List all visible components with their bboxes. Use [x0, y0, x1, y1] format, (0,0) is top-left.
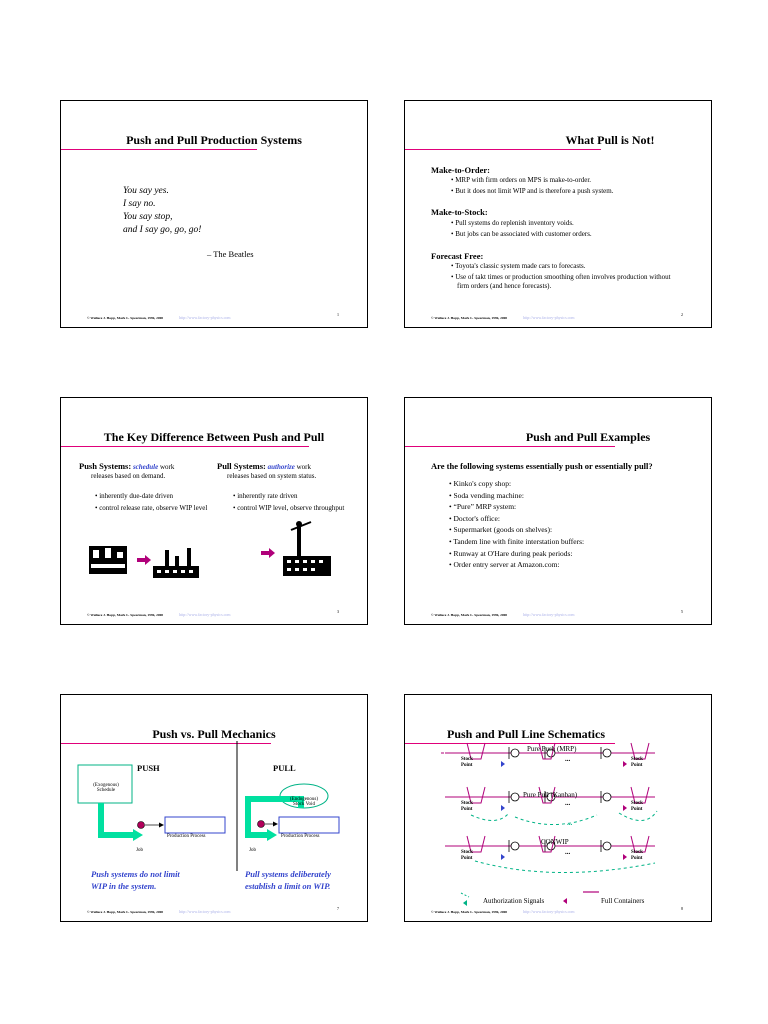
bullet: • control release rate, observe WIP level	[95, 504, 208, 512]
point-word: Point	[631, 807, 643, 812]
list-item: • Soda vending machine:	[449, 490, 524, 500]
machine-icon	[511, 793, 519, 801]
footer-copyright: © Wallace J. Hopp, Mark L. Spearman, 1996, 2000	[87, 910, 164, 914]
stock-point-label	[631, 757, 643, 769]
slide-title: The Key Difference Between Push and Pull	[103, 430, 325, 444]
job-token	[258, 821, 265, 828]
push-arrow-icon	[137, 555, 151, 565]
stock-word: Stock	[461, 757, 473, 762]
pull-process-box	[279, 817, 339, 833]
footer-copyright: © Wallace J. Hopp, Mark L. Spearman, 1996, 2000	[87, 613, 164, 617]
legend-arrow	[463, 900, 467, 906]
ellipsis: ...	[565, 799, 571, 807]
bullet: • But it does not limit WIP and is therefore a push system.	[451, 187, 614, 195]
list-item: • Runway at O'Hare during peak periods:	[449, 548, 573, 558]
section-bullets	[451, 176, 691, 196]
title-underline	[405, 149, 601, 150]
push-note	[91, 868, 180, 892]
machine-icon	[511, 749, 519, 757]
page-number: 2	[681, 312, 683, 317]
kanban-signal	[515, 815, 597, 825]
slide-4	[404, 397, 712, 625]
push-keyword: schedule	[132, 463, 159, 471]
process-label: Production Process	[167, 834, 206, 839]
slide-title: Push vs. Pull Mechanics	[152, 727, 276, 741]
bullet: • Use of takt times or production smoothing often involves production without firm orders (and hence forecasts).	[451, 273, 671, 290]
section-bullets	[451, 219, 691, 239]
kanban-signal	[471, 813, 509, 821]
page-number: 8	[681, 906, 683, 911]
push-tail: work	[159, 463, 175, 471]
bullet: • inherently due-date driven	[95, 492, 174, 500]
ellipsis: ...	[565, 848, 571, 856]
push-process-box	[165, 817, 225, 833]
pull-line2: releases based on system status.	[227, 472, 317, 480]
flow-marker	[501, 854, 505, 860]
stock-point-label	[631, 801, 643, 813]
pull-heading: Pull Systems:	[217, 461, 266, 471]
list-item: • Kinko's copy shop:	[449, 479, 512, 488]
footer-link[interactable]: http://www.factory-physics.com	[523, 315, 575, 320]
page-number: 3	[337, 609, 339, 614]
flow-marker	[623, 805, 627, 811]
machine-icon	[603, 793, 611, 801]
stock-void-label	[280, 797, 328, 807]
row-label: Pure Push (MRP)	[527, 745, 577, 753]
list-item: • “Pure” MRP system:	[449, 502, 517, 512]
example-list	[449, 478, 584, 571]
slide-6	[404, 694, 712, 922]
pull-arrow-icon	[261, 548, 275, 558]
title-underline	[405, 446, 615, 447]
stock-point-label	[631, 850, 643, 862]
point-word: Point	[631, 763, 643, 768]
pull-tail: work	[296, 463, 311, 471]
push-note-line: WIP in the system.	[91, 881, 157, 891]
slide-1	[60, 100, 368, 328]
section-heading: Forecast Free:	[431, 251, 484, 261]
conwip-signal	[475, 861, 655, 873]
list-item: • Order entry server at Amazon.com:	[449, 560, 560, 570]
page-number: 5	[681, 609, 683, 614]
push-flow-arrow	[101, 803, 135, 835]
machine-icon	[603, 842, 611, 850]
question: Are the following systems essentially push or essentially pull?	[431, 461, 653, 471]
flow-marker	[623, 761, 627, 767]
section-heading: Make-to-Stock:	[431, 207, 488, 217]
machine-icon	[511, 842, 519, 850]
bullet: • MRP with firm orders on MPS is make-to-order.	[451, 176, 592, 184]
flow-marker	[501, 761, 505, 767]
list-item: • Doctor's office:	[449, 513, 500, 523]
pull-label: PULL	[273, 763, 296, 773]
flow-marker	[501, 805, 505, 811]
footer-link[interactable]: http://www.factory-physics.com	[179, 909, 231, 914]
bullet: • inherently rate driven	[233, 492, 298, 500]
slide-3	[60, 397, 368, 625]
bullet: • Pull systems do replenish inventory voids.	[451, 219, 574, 227]
footer-link[interactable]: http://www.factory-physics.com	[523, 612, 575, 617]
stock-void-line: (Endogenous)	[289, 797, 319, 802]
pull-note	[245, 868, 331, 892]
point-word: Point	[461, 763, 473, 768]
section-bullets	[451, 262, 691, 291]
process-label: Production Process	[281, 834, 320, 839]
footer-copyright: © Wallace J. Hopp, Mark L. Spearman, 1996, 2000	[431, 613, 508, 617]
footer-link[interactable]: http://www.factory-physics.com	[179, 315, 231, 320]
push-label: PUSH	[137, 763, 160, 773]
slide-title: Push and Pull Production Systems	[126, 133, 302, 147]
slide-5	[60, 694, 368, 922]
machine-icon	[603, 749, 611, 757]
slide-title: Push and Pull Line Schematics	[446, 727, 606, 741]
footer-copyright: © Wallace J. Hopp, Mark L. Spearman, 1996, 2000	[431, 910, 508, 914]
legend-dash	[461, 893, 469, 897]
schedule-line: (Exogenous)	[93, 783, 119, 788]
stock-point-label	[461, 757, 473, 769]
stock-word: Stock	[631, 757, 643, 762]
stock-word: Stock	[461, 850, 473, 855]
line-schematics	[405, 695, 711, 921]
pull-keyword: authorize	[267, 463, 295, 471]
stock-word: Stock	[461, 801, 473, 806]
slide-title: Push and Pull Examples	[525, 430, 651, 444]
ellipsis: ...	[567, 819, 573, 827]
point-word: Point	[461, 856, 473, 861]
section-heading: Make-to-Order:	[431, 165, 491, 175]
bullet: • But jobs can be associated with customer orders.	[451, 230, 592, 238]
pull-note-line: Pull systems deliberately	[245, 869, 331, 879]
quote-attribution: – The Beatles	[207, 249, 254, 259]
page-number: 7	[337, 906, 339, 911]
list-item: • Tandem line with finite interstation buffers:	[449, 536, 585, 546]
ellipsis: ...	[565, 755, 571, 763]
pull-note-line: establish a limit on WIP.	[245, 881, 331, 891]
office-workers-icon	[89, 546, 127, 574]
bullet: • Toyota's classic system made cars to forecasts.	[451, 262, 586, 270]
quote-line: and I say go, go, go!	[123, 225, 202, 235]
push-line2: releases based on demand.	[91, 472, 166, 480]
quote-line: You say stop,	[123, 212, 173, 222]
push-pull-illustration	[61, 398, 367, 624]
legend-authorization: Authorization Signals	[483, 897, 545, 905]
point-word: Point	[461, 807, 473, 812]
row-label: CONWIP	[541, 838, 569, 846]
row-label: Pure Pull (Kanban)	[523, 791, 578, 799]
point-word: Point	[631, 856, 643, 861]
flow-marker	[623, 854, 627, 860]
job-label: Job	[249, 848, 256, 853]
job-token	[138, 822, 145, 829]
push-note-line: Push systems do not limit	[91, 869, 180, 879]
stock-void-line: Stock Void	[293, 802, 315, 807]
stock-word: Stock	[631, 850, 643, 855]
bullet: • control WIP level, observe throughput	[233, 504, 345, 512]
footer-link[interactable]: http://www.factory-physics.com	[179, 612, 231, 617]
schedule-label	[83, 783, 129, 793]
legend-arrow	[563, 898, 567, 904]
job-label: Job	[136, 848, 143, 853]
factory-icon	[153, 548, 199, 578]
title-underline	[61, 149, 257, 150]
quote-line: I say no.	[123, 199, 156, 209]
stock-point-label	[461, 801, 473, 813]
footer-copyright: © Wallace J. Hopp, Mark L. Spearman, 1996, 2000	[431, 316, 508, 320]
stock-point-label	[461, 850, 473, 862]
crane-factory-icon	[283, 521, 331, 576]
push-heading: Push Systems:	[79, 461, 132, 471]
slide-title: What Pull is Not!	[565, 133, 655, 147]
footer-link[interactable]: http://www.factory-physics.com	[523, 909, 575, 914]
quote-line: You say yes.	[123, 186, 169, 196]
stock-word: Stock	[631, 801, 643, 806]
list-item: • Supermarket (goods on shelves):	[449, 525, 553, 535]
beatles-quote	[123, 185, 201, 237]
slide-2	[404, 100, 712, 328]
schedule-line: Schedule	[96, 788, 116, 793]
legend-full-containers: Full Containers	[601, 897, 645, 905]
footer-copyright: © Wallace J. Hopp, Mark L. Spearman, 1996, 2000	[87, 316, 164, 320]
page-number: 1	[337, 312, 339, 317]
